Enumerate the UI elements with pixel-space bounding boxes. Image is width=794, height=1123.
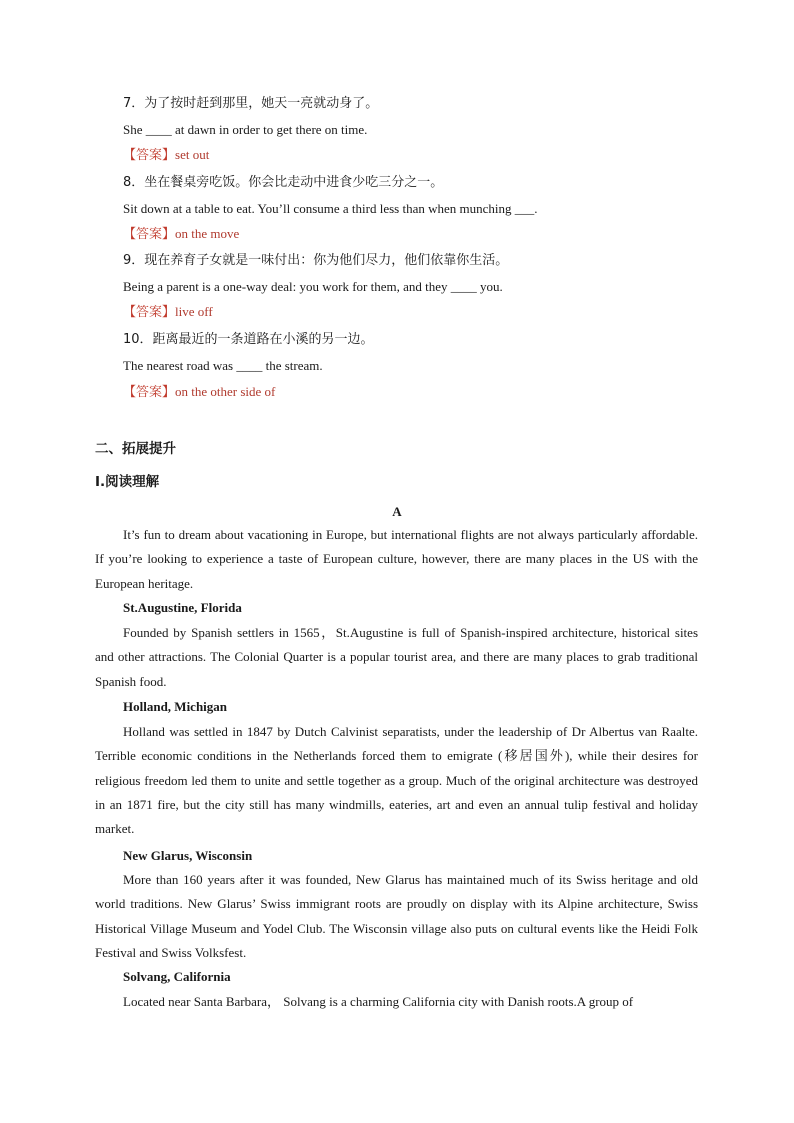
question-9-chinese: 9．现在养育子女就是一味付出：你为他们尽力，他们依靠你生活。 (123, 253, 509, 268)
answer-tag: 【答案】 (123, 227, 176, 242)
place-title: Solvang, California (123, 969, 231, 984)
place-paragraph: Founded by Spanish settlers in 1565，St.Augustine is full of Spanish-inspired architecture, historical sites and other attractions. The Colonial Quarter is a popular tourist area, and there are many places to grab traditional Spanish food. (95, 625, 698, 689)
question-10-english: The nearest road was ____ the stream. (123, 358, 323, 373)
answer-9 (123, 303, 213, 322)
place-paragraph: Located near Santa Barbara， Solvang is a charming California city with Danish roots.A group of (123, 994, 634, 1009)
question-7-chinese: 7．为了按时赶到那里，她天一亮就动身了。 (123, 96, 379, 111)
place-paragraph: Holland was settled in 1847 by Dutch Calvinist separatists, under the leadership of Dr Albertus van Raalte. Terrible economic conditions in the Netherlands forced them to emigrate (移居国外), while their desires for religious freedom led them to unite and settle together as a group. Much of the original architecture was destroyed in an 1871 fire, but the city still has many windmills, eateries, art and even an annual tulip festival and holiday market. (95, 724, 698, 837)
answer-text: set out (175, 147, 210, 162)
answer-7 (123, 146, 209, 165)
place-title: St.Augustine, Florida (123, 600, 242, 615)
answer-10 (123, 383, 275, 402)
question-10-chinese: 10．距离最近的一条道路在小溪的另一边。 (123, 332, 374, 347)
answer-tag: 【答案】 (123, 385, 176, 400)
question-8-chinese: 8．坐在餐桌旁吃饭。你会比走动中进食少吃三分之一。 (123, 175, 444, 190)
place-title: New Glarus, Wisconsin (123, 848, 253, 863)
passage-intro: It’s fun to dream about vacationing in Europe, but international flights are not always particularly affordable. If you’re looking to experience a taste of European culture, however, there are many places in the US with the European heritage. (95, 527, 698, 591)
passage-label: A (392, 504, 402, 519)
section-title: 二、拓展提升 (95, 441, 176, 457)
answer-text: live off (175, 304, 213, 319)
place-paragraph: More than 160 years after it was founded, New Glarus has maintained much of its Swiss heritage and old world traditions. New Glarus’ Swiss immigrant roots are proudly on display with its Alpine architecture, Swiss Historical Village Museum and Yodel Club. The Wisconsin village also puts on cultural events like the Heidi Folk Festival and Swiss Volksfest. (95, 872, 698, 960)
answer-tag: 【答案】 (123, 148, 176, 163)
answer-text: on the move (175, 226, 240, 241)
section-subtitle: I.阅读理解 (95, 474, 160, 490)
answer-8 (123, 225, 239, 244)
question-9-english: Being a parent is a one-way deal: you work for them, and they ____ you. (123, 279, 503, 294)
question-8-english: Sit down at a table to eat. You’ll consume a third less than when munching ___. (123, 201, 538, 216)
answer-text: on the other side of (175, 384, 276, 399)
place-title: Holland, Michigan (123, 699, 228, 714)
question-7-english: She ____ at dawn in order to get there on time. (123, 122, 368, 137)
answer-tag: 【答案】 (123, 305, 176, 320)
